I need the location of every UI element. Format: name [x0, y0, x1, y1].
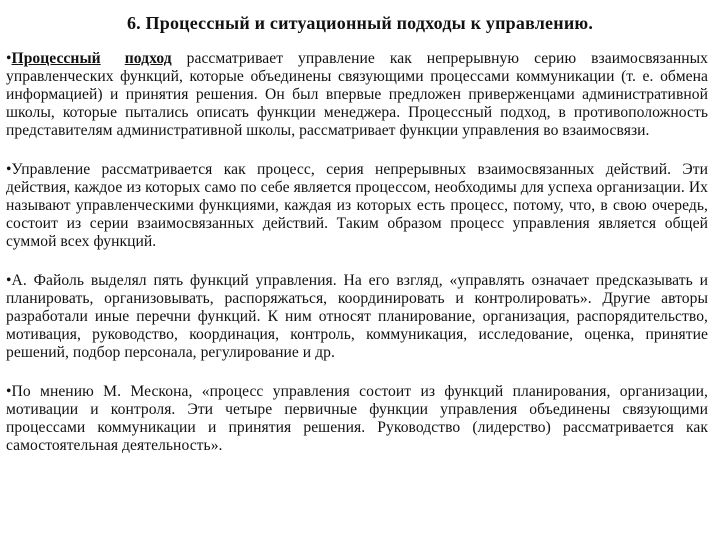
paragraph-text: По мнению М. Мескона, «процесс управления состоит из функций планирования, организации, мотивации и контроля. Эти четыре первичные функции управления объединены связующими процессами коммуникации и принятия решения. Руководство (лидерство) рассматривается как самостоятельная деятельность». — [6, 383, 708, 454]
paragraph-management-process — [6, 161, 708, 251]
bullet: • — [6, 383, 12, 400]
paragraph-text: рассматривает управление как непрерывную серию взаимосвязанных управленческих функций, которые объединены связующими процессами коммуникации (т. е. обмена информацией) и принятия решения. Он был впервые предложен приверженцами административной школы, которые пытались описать функции менеджера. Процессный подход, в противоположность представителям административной школы, рассматривает функции управления во взаимосвязи. — [6, 50, 708, 139]
bullet: • — [6, 161, 12, 178]
paragraph-meskon — [6, 383, 708, 455]
lead-term-approach: подход — [124, 50, 172, 67]
paragraph-text: А. Файоль выделял пять функций управления. На его взгляд, «управлять означает предсказывать и планировать, организовывать, распоряжаться, координировать и контролировать». Другие авторы разработали иные перечни функций. К ним относят планирование, организация, распорядительство, мотивация, руководство, координация, контроль, коммуникация, исследование, оценка, принятие решений, подбор персонала, регулирование и др. — [6, 272, 708, 361]
lead-term-process: Процессный — [11, 50, 101, 67]
slide-title: 6. Процессный и ситуационный подходы к управлению. — [126, 13, 594, 33]
slide-content — [6, 50, 708, 476]
bullet: • — [6, 50, 12, 67]
paragraph-process-approach — [6, 50, 708, 140]
paragraph-text: Управление рассматривается как процесс, серия непрерывных взаимосвязанных действий. Эти действия, каждое из которых само по себе является процессом, необходимы для успеха организации. Их называют управленческими функциями, каждая из которых есть процесс, потому, что, в свою очередь, состоит из серии взаимосвязанных действий. Таким образом процесс управления является общей суммой всех функций. — [6, 161, 708, 250]
bullet: • — [6, 272, 12, 289]
paragraph-fayol — [6, 272, 708, 362]
